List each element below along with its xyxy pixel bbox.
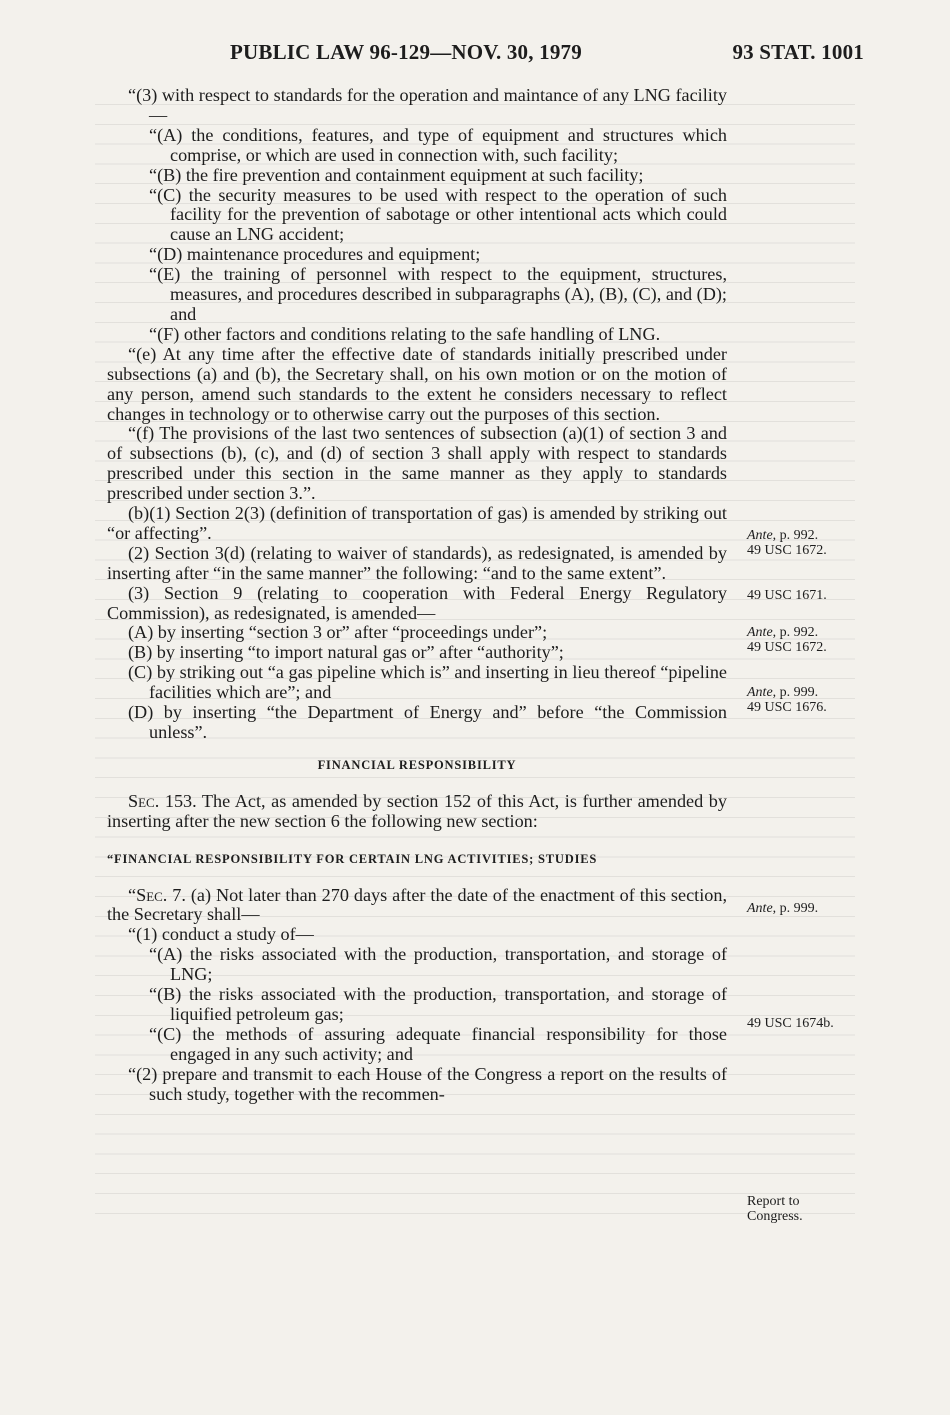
section-label: Sec. bbox=[128, 790, 160, 811]
study-paragraph-2: “(2) prepare and transmit to each House of the Congress a report on the results of such study, together with the recommen- bbox=[128, 1063, 727, 1104]
margin-note-ante: Ante bbox=[747, 625, 773, 640]
section-153-text: 153. The Act, as amended by section 152 of this Act, is further amended by inserting after the new section 6 the following new section: bbox=[107, 790, 727, 831]
subparagraph-F: “(F) other factors and conditions relating to the safe handling of LNG. bbox=[149, 323, 661, 344]
study-subparagraph-A: “(A) the risks associated with the production, transportation, and storage of LNG; bbox=[149, 944, 727, 985]
margin-note-ante: Ante bbox=[747, 528, 773, 543]
margin-note-ante-992-1672 bbox=[747, 528, 827, 558]
subparagraph-C: “(C) the security measures to be used with respect to the operation of such facility for the prevention of sabotage or other intentional acts which could cause an LNG accident; bbox=[149, 184, 727, 245]
margin-note-usc: 49 USC 1672. bbox=[747, 640, 827, 655]
amendment-b3-B: (B) by inserting “to import natural gas or” after “authority”; bbox=[128, 642, 564, 663]
margin-note-ante-999 bbox=[747, 901, 818, 916]
amendment-b2: (2) Section 3(d) (relating to waiver of standards), as redesignated, is amended by inserting after “in the same manner” the following: “and to the same extent”. bbox=[107, 542, 727, 583]
subparagraph-E: “(E) the training of personnel with respect to the equipment, structures, measures, and procedures described in subparagraphs (A), (B), (C), and (D); and bbox=[149, 264, 727, 324]
amendment-b3-D: (D) by inserting “the Department of Energy and” before “the Commission unless”. bbox=[128, 702, 727, 742]
subparagraph-A: “(A) the conditions, features, and type of equipment and structures which comprise, or which are used in connection with, such facility; bbox=[149, 124, 727, 165]
statute-body bbox=[107, 86, 727, 1105]
margin-note-page: , p. 992. bbox=[772, 528, 819, 543]
margin-note-usc-1674b: 49 USC 1674b. bbox=[747, 1016, 834, 1031]
section-7a-text: 7. (a) Not later than 270 days after the date of the enactment of this section, the Secretary shall— bbox=[107, 884, 727, 925]
margin-note-usc: 49 USC 1676. bbox=[747, 700, 827, 715]
study-subparagraph-B: “(B) the risks associated with the production, transportation, and storage of liquified petroleum gas; bbox=[149, 984, 727, 1024]
margin-note-report-to-congress: Report to Congress. bbox=[747, 1194, 803, 1224]
margin-note-page: , p. 999. bbox=[772, 685, 819, 700]
margin-note-ante-999-1676 bbox=[747, 685, 827, 715]
margin-note-ante-992-1672-b bbox=[747, 625, 827, 655]
amendment-b3: (3) Section 9 (relating to cooperation with Federal Energy Regulatory Commission), as redesignated, is amended— bbox=[107, 582, 727, 623]
subparagraph-D: “(D) maintenance procedures and equipment; bbox=[149, 244, 481, 265]
subsection-f: “(f) The provisions of the last two sentences of subsection (a)(1) of section 3 and of subsections (b), (c), and (d) of section 3 shall apply with respect to standards prescribed under this section in the same manner as they apply to standards prescribed under section 3.”. bbox=[107, 423, 727, 504]
study-paragraph-1: “(1) conduct a study of— bbox=[128, 924, 314, 945]
study-subparagraph-C: “(C) the methods of assuring adequate financial responsibility for those engaged in any such activity; and bbox=[149, 1023, 727, 1064]
amendment-b3-C: (C) by striking out “a gas pipeline which is” and inserting in lieu thereof “pipeline facilities which are”; and bbox=[128, 662, 727, 703]
margin-note-ante: Ante bbox=[747, 901, 773, 916]
section-heading-financial-responsibility: FINANCIAL RESPONSIBILITY bbox=[317, 757, 517, 772]
amendment-b1: (b)(1) Section 2(3) (definition of transportation of gas) is amended by striking out “or affecting”. bbox=[107, 503, 727, 543]
margin-note-page: , p. 992. bbox=[772, 625, 819, 640]
running-header-stat-page: 93 STAT. 1001 bbox=[732, 40, 864, 64]
margin-note-usc: 49 USC 1672. bbox=[747, 543, 827, 558]
margin-note-ante: Ante bbox=[747, 685, 773, 700]
running-header-title: PUBLIC LAW 96-129—NOV. 30, 1979 bbox=[230, 40, 582, 64]
section-153 bbox=[107, 792, 727, 832]
amendment-b3-A: (A) by inserting “section 3 or” after “proceedings under”; bbox=[128, 622, 548, 643]
margin-note-usc-1671: 49 USC 1671. bbox=[747, 588, 827, 603]
subparagraph-B: “(B) the fire prevention and containment equipment at such facility; bbox=[149, 164, 644, 185]
margin-note-page: , p. 999. bbox=[772, 901, 819, 916]
subsection-e: “(e) At any time after the effective date of standards initially prescribed under subsections (a) and (b), the Secretary shall, on his own motion or on the motion of any person, amend such standards to the extent he considers necessary to reflect changes in technology or to otherwise carry out the purposes of this section. bbox=[107, 343, 727, 424]
section-7-heading: “FINANCIAL RESPONSIBILITY FOR CERTAIN LNG ACTIVITIES; STUDIES bbox=[107, 851, 598, 866]
section-7a bbox=[107, 886, 727, 926]
paragraph-3: “(3) with respect to standards for the operation and maintance of any LNG facility— bbox=[128, 85, 727, 125]
section-label: “Sec. bbox=[128, 884, 168, 905]
